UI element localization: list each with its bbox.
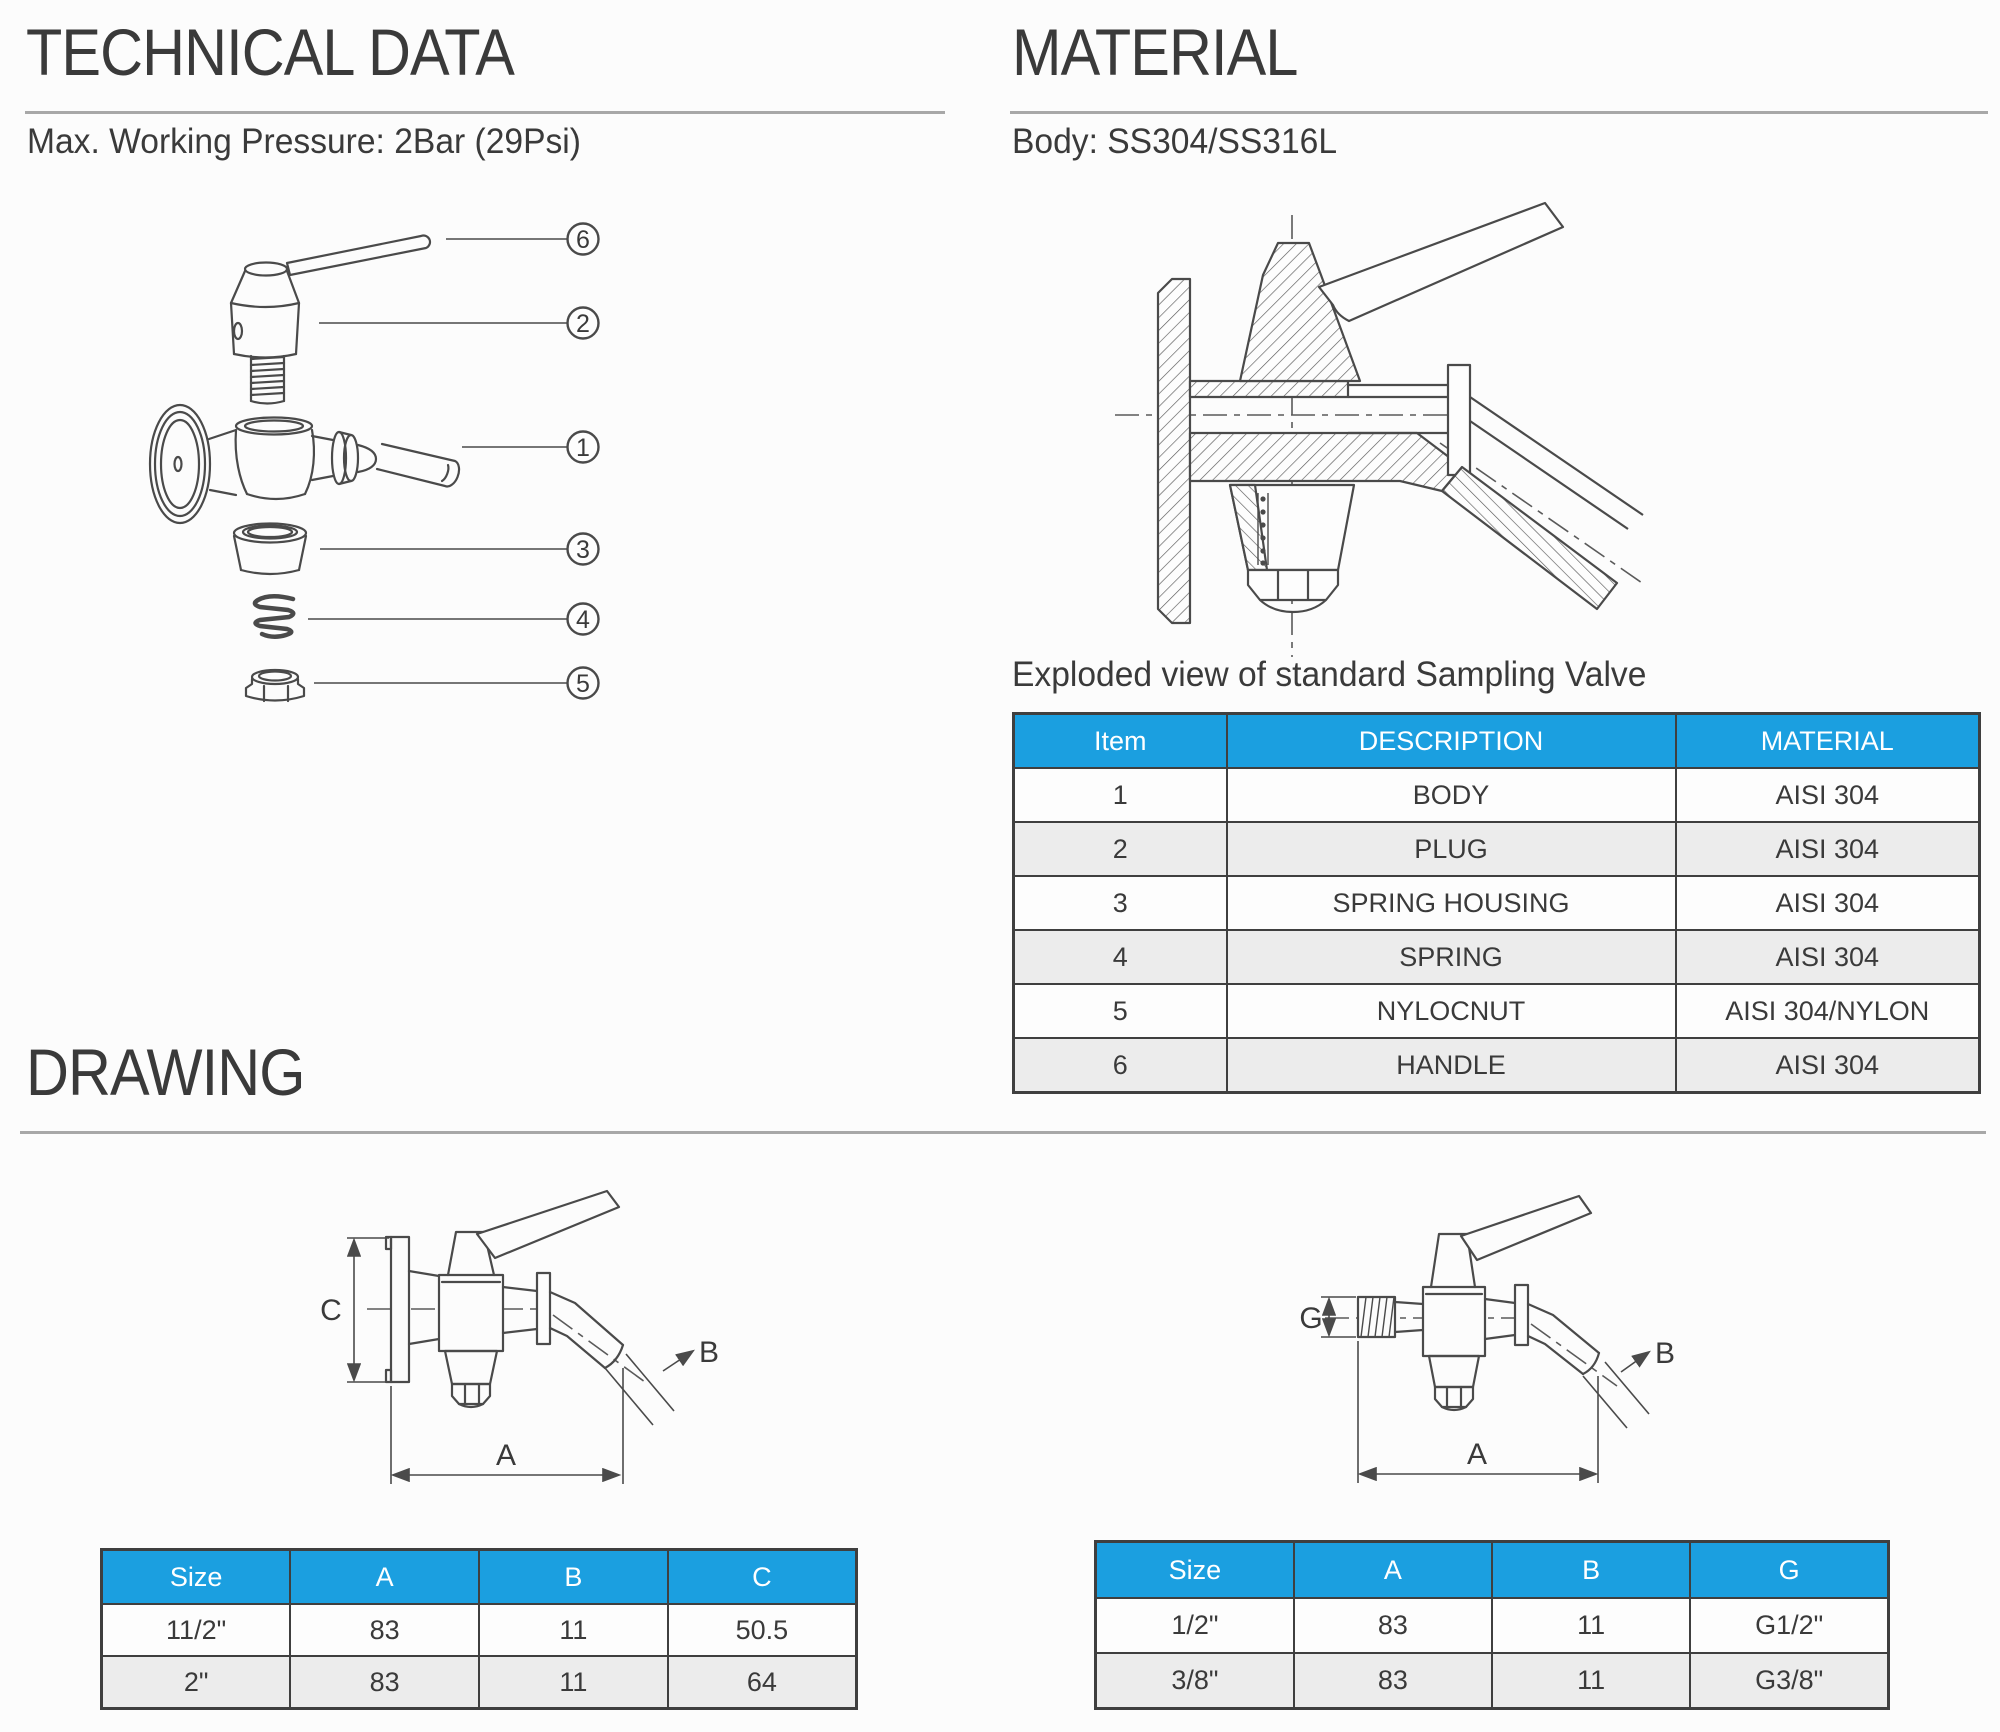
dim-a-label: A xyxy=(495,1439,517,1472)
body-spec-text: Body: SS304/SS316L xyxy=(1012,122,1338,161)
callout-4-label: 4 xyxy=(576,606,590,634)
plug-part xyxy=(231,263,299,404)
drawing-section-divider xyxy=(20,1131,1986,1134)
table-cell: 1 xyxy=(1014,768,1227,822)
col-header-material: MATERIAL xyxy=(1676,714,1980,769)
table-cell: 83 xyxy=(290,1656,479,1709)
callout-1-label: 1 xyxy=(576,434,590,462)
threaded-valve-shape xyxy=(1358,1196,1599,1410)
table-cell: 11 xyxy=(479,1656,668,1709)
col-header-b: B xyxy=(479,1550,668,1605)
callout-badges xyxy=(568,224,599,699)
dim-c-label: C xyxy=(320,1294,342,1327)
table-cell: 3/8" xyxy=(1096,1653,1294,1709)
table-row xyxy=(1014,1038,1980,1093)
table-cell: 11 xyxy=(479,1604,668,1656)
callout-2-label: 2 xyxy=(576,310,590,338)
section-shapes xyxy=(1158,203,1643,623)
table-cell: BODY xyxy=(1227,768,1676,822)
table-cell: 64 xyxy=(668,1656,857,1709)
table-cell: AISI 304 xyxy=(1676,1038,1980,1093)
material-title: MATERIAL xyxy=(1012,15,1298,89)
table-row xyxy=(1014,984,1980,1038)
table-row xyxy=(1014,768,1980,822)
clamp-table-header-row xyxy=(102,1550,857,1605)
max-working-pressure-text: Max. Working Pressure: 2Bar (29Psi) xyxy=(27,122,581,161)
table-cell: 6 xyxy=(1014,1038,1227,1093)
table-row xyxy=(1014,930,1980,984)
table-cell: 1/2" xyxy=(1096,1598,1294,1653)
table-cell: 50.5 xyxy=(668,1604,857,1656)
exploded-parts-diagram xyxy=(130,218,610,708)
table-cell: SPRING HOUSING xyxy=(1227,876,1676,930)
table-cell: AISI 304 xyxy=(1676,876,1980,930)
table-cell: 2 xyxy=(1014,822,1227,876)
col-header-size: Size xyxy=(102,1550,291,1605)
material-table xyxy=(1012,712,1981,1094)
threaded-valve-drawing xyxy=(1265,1168,1825,1558)
table-cell: 83 xyxy=(290,1604,479,1656)
cross-section-diagram xyxy=(1100,185,1660,675)
table-cell: 2" xyxy=(102,1656,291,1709)
table-row xyxy=(1014,876,1980,930)
table-cell: AISI 304 xyxy=(1676,768,1980,822)
callout-3-label: 3 xyxy=(576,536,590,564)
exploded-view-caption: Exploded view of standard Sampling Valve xyxy=(1012,655,1647,694)
clamp-valve-shape xyxy=(386,1191,623,1407)
col-header-a: A xyxy=(290,1550,479,1605)
table-cell: NYLOCNUT xyxy=(1227,984,1676,1038)
table-cell: 4 xyxy=(1014,930,1227,984)
callout-6-label: 6 xyxy=(576,226,590,254)
threaded-table-header-row xyxy=(1096,1542,1889,1599)
table-cell: 11 xyxy=(1492,1598,1690,1653)
clamp-valve-drawing xyxy=(255,1168,815,1558)
col-header-item: Item xyxy=(1014,714,1227,769)
col-header-g: G xyxy=(1690,1542,1888,1599)
table-cell: PLUG xyxy=(1227,822,1676,876)
handle-part xyxy=(287,236,430,275)
technical-section-divider xyxy=(25,111,945,114)
dim-a-label: A xyxy=(1466,1438,1488,1471)
table-cell: 5 xyxy=(1014,984,1227,1038)
drawing-title: DRAWING xyxy=(26,1035,305,1109)
nylocnut-part xyxy=(246,670,304,701)
table-cell: SPRING xyxy=(1227,930,1676,984)
table-row xyxy=(1096,1598,1889,1653)
table-row xyxy=(102,1604,857,1656)
table-cell: 11/2" xyxy=(102,1604,291,1656)
callout-5-label: 5 xyxy=(576,670,590,698)
table-cell: HANDLE xyxy=(1227,1038,1676,1093)
dim-b-label: B xyxy=(1655,1337,1676,1370)
technical-data-title: TECHNICAL DATA xyxy=(26,15,514,89)
dim-g-label: G xyxy=(1299,1302,1323,1335)
dim-b-label: B xyxy=(699,1336,720,1369)
spring-part xyxy=(255,596,293,637)
table-cell: AISI 304 xyxy=(1676,930,1980,984)
clamp-size-table xyxy=(100,1548,858,1710)
col-header-c: C xyxy=(668,1550,857,1605)
table-cell: G1/2" xyxy=(1690,1598,1888,1653)
threaded-size-table xyxy=(1094,1540,1890,1710)
material-table-header-row xyxy=(1014,714,1980,769)
table-cell: 11 xyxy=(1492,1653,1690,1709)
table-cell: 83 xyxy=(1294,1653,1492,1709)
table-cell: AISI 304 xyxy=(1676,822,1980,876)
material-section-divider xyxy=(1010,111,1988,114)
table-cell: AISI 304/NYLON xyxy=(1676,984,1980,1038)
body-part xyxy=(150,405,459,523)
table-cell: 3 xyxy=(1014,876,1227,930)
col-header-b: B xyxy=(1492,1542,1690,1599)
table-row xyxy=(102,1656,857,1709)
col-header-size: Size xyxy=(1096,1542,1294,1599)
table-cell: G3/8" xyxy=(1690,1653,1888,1709)
table-cell: 83 xyxy=(1294,1598,1492,1653)
col-header-a: A xyxy=(1294,1542,1492,1599)
col-header-description: DESCRIPTION xyxy=(1227,714,1676,769)
table-row xyxy=(1096,1653,1889,1709)
spring-housing-part xyxy=(234,524,306,575)
table-row xyxy=(1014,822,1980,876)
